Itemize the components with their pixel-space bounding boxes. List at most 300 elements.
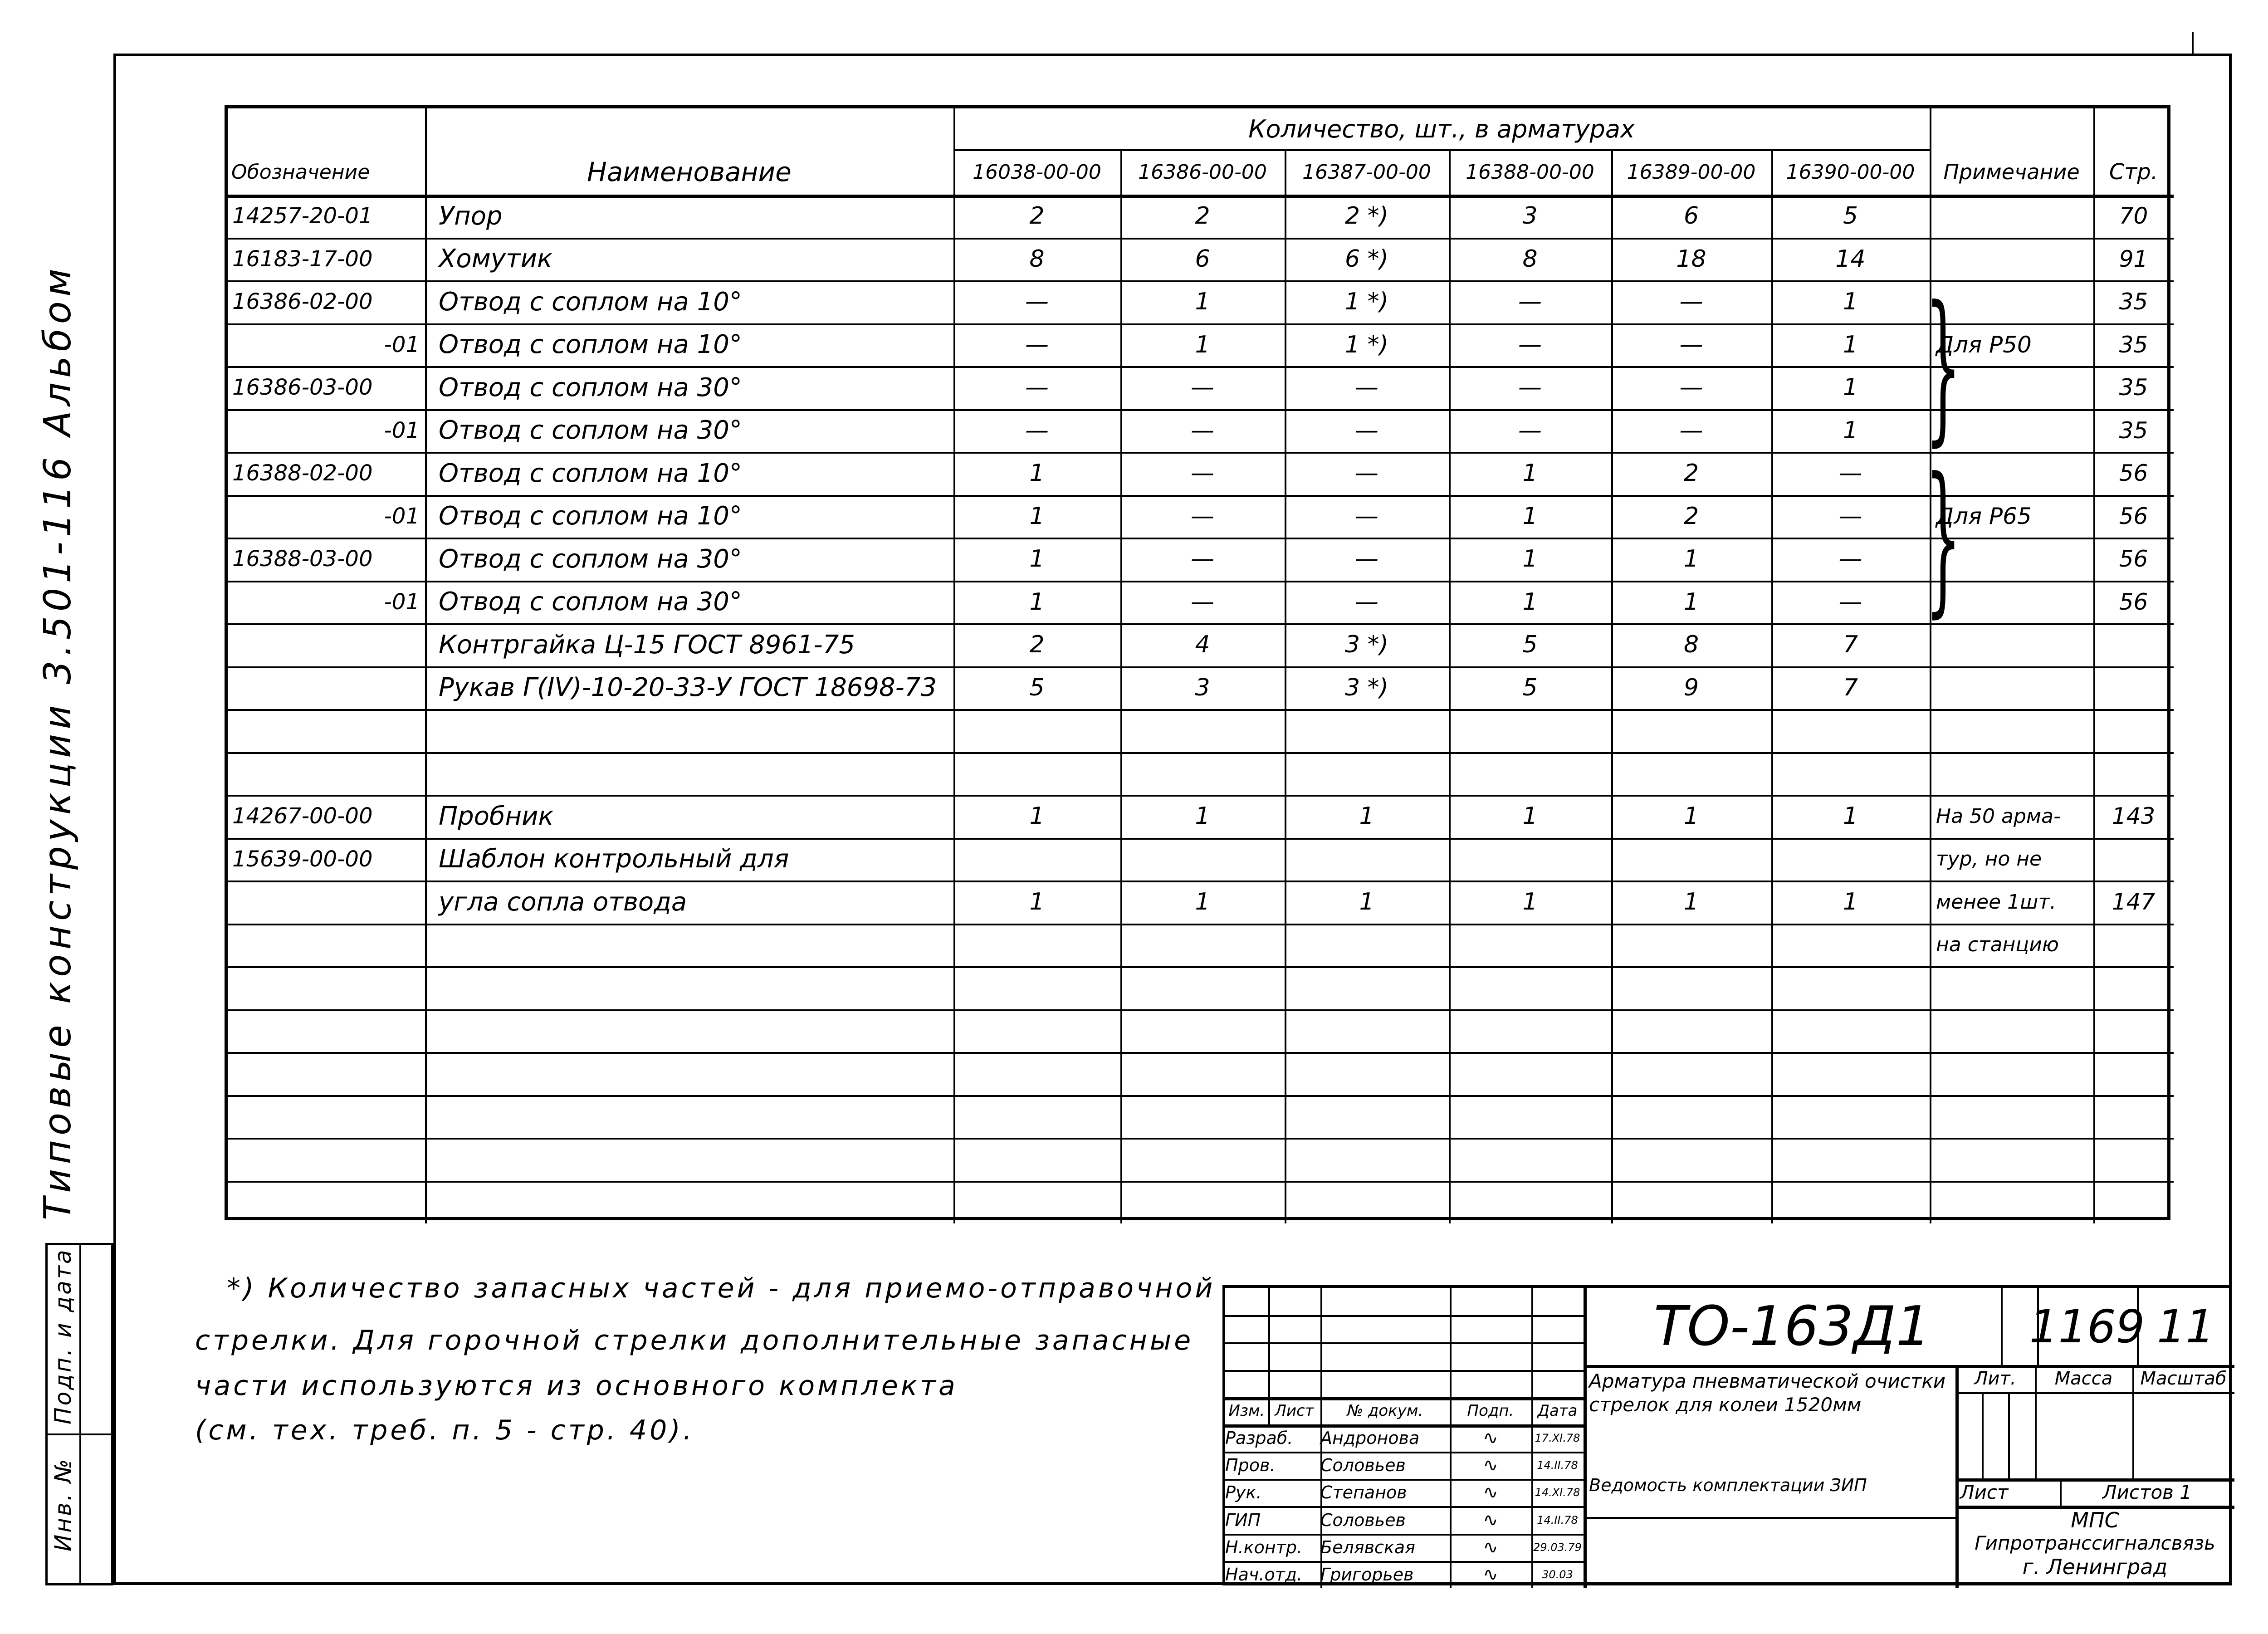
staff-date: 14.XI.78 [1535, 1486, 1580, 1499]
cell-quantity: 2 [1195, 202, 1210, 230]
cell-quantity: 1 [1683, 545, 1699, 573]
staff-name: Соловьев [1320, 1510, 1406, 1530]
cell-page [2093, 966, 2174, 1009]
cell-quantity [1285, 1052, 1449, 1095]
cell-designation: 16388-02-00 [232, 460, 373, 486]
cell-quantity: 18 [1676, 245, 1706, 273]
cell-designation [232, 881, 420, 924]
cell-page: 70 [2119, 203, 2148, 230]
title-block-grid-line [2035, 1365, 2037, 1478]
cell-quantity [1449, 1181, 1611, 1224]
cell-quantity: — [1518, 374, 1542, 401]
cell-quantity [1449, 709, 1611, 752]
cell-quantity: 1 [1522, 502, 1538, 530]
cell-note [1936, 709, 2091, 752]
column-header-armature: 16389-00-00 [1627, 160, 1756, 184]
cell-designation: 16183-17-00 [232, 246, 373, 272]
cell-quantity [1120, 1181, 1285, 1224]
org-name: Гипротранссигналсвязь [1975, 1531, 2215, 1554]
cell-quantity [1285, 838, 1449, 881]
cell-quantity [953, 924, 1120, 967]
cell-quantity: 1 [1195, 288, 1210, 316]
title-block-head-sign: Подп. [1467, 1401, 1514, 1420]
staff-signature: ∿ [1483, 1509, 1498, 1531]
title-block-code-divider [2001, 1288, 2003, 1365]
album-title: Типовые конструкции 3.501-116 Альбом [36, 264, 79, 1220]
cell-note: На 50 арма- [1936, 804, 2061, 828]
cell-quantity: 1 [1029, 588, 1045, 616]
cell-page: 91 [2119, 245, 2148, 272]
left-stamp-hdivider [45, 1433, 113, 1435]
cell-quantity [1285, 924, 1449, 967]
cell-quantity: 1 [1029, 802, 1045, 830]
cell-quantity: — [1355, 545, 1378, 573]
cell-note [1936, 752, 2091, 795]
staff-name: Соловьев [1320, 1455, 1406, 1476]
cell-quantity: 1 [1359, 802, 1374, 830]
cell-quantity [1285, 1138, 1449, 1181]
cell-quantity [1285, 709, 1449, 752]
cell-page [2093, 752, 2174, 795]
staff-signature: ∿ [1483, 1564, 1498, 1585]
cell-quantity [1771, 1095, 1930, 1138]
cell-name: Отвод с соплом на 30° [439, 372, 742, 402]
cell-name [439, 966, 949, 1009]
cell-quantity: 1 [1683, 588, 1699, 616]
cell-quantity: — [1679, 374, 1703, 401]
cell-page: 35 [2119, 374, 2148, 401]
cell-quantity: 6 [1195, 245, 1210, 273]
cell-designation: 14257-20-01 [232, 203, 373, 229]
cell-quantity [1449, 838, 1611, 881]
cell-designation: 14267-00-00 [232, 803, 373, 829]
cell-quantity [1120, 709, 1285, 752]
brace-p50: } [1925, 271, 1961, 461]
cell-designation [232, 666, 420, 709]
cell-page: 147 [2112, 889, 2156, 915]
cell-quantity: — [1191, 588, 1214, 616]
cell-quantity: — [1191, 502, 1214, 530]
cell-quantity [953, 1181, 1120, 1224]
cell-quantity: 5 [1522, 674, 1538, 701]
cell-quantity: 2 [1683, 460, 1699, 487]
title-block-head-date: Дата [1537, 1401, 1578, 1420]
cell-designation: 16386-03-00 [232, 375, 373, 401]
cell-name [439, 1052, 949, 1095]
cell-quantity: 1 [1029, 545, 1045, 573]
staff-date: 14.II.78 [1537, 1513, 1578, 1526]
cell-quantity: 1 [1843, 416, 1858, 444]
cell-quantity: 2 [1029, 631, 1045, 659]
staff-signature: ∿ [1483, 1536, 1498, 1558]
cell-designation [232, 752, 420, 795]
staff-role: Н.контр. [1225, 1537, 1303, 1557]
cell-quantity: 1 [1359, 888, 1374, 916]
cell-quantity: — [1355, 460, 1378, 487]
cell-quantity: 3 *) [1345, 631, 1388, 659]
cell-designation: 15639-00-00 [232, 846, 373, 872]
cell-quantity: 1 [1843, 802, 1858, 830]
cell-name [439, 924, 949, 967]
cell-quantity: 5 [1029, 674, 1045, 701]
cell-quantity [1611, 709, 1771, 752]
staff-role: Разраб. [1225, 1428, 1293, 1448]
cell-note: на станцию [1936, 933, 2059, 957]
document-subtitle: Ведомость комплектации ЗИП [1589, 1475, 1867, 1495]
sheets-label: Листов 1 [2102, 1481, 2192, 1503]
cell-quantity: 1 [1029, 502, 1045, 530]
cell-page: 35 [2119, 331, 2148, 358]
cell-page [2093, 1095, 2174, 1138]
cell-page [2093, 623, 2174, 666]
column-header-armature: 16390-00-00 [1786, 160, 1915, 184]
cell-note: Для Р50 [1936, 331, 2032, 358]
cell-name [439, 1009, 949, 1052]
column-header-designation: Обозначение [231, 160, 370, 184]
cell-quantity: 1 *) [1345, 331, 1388, 358]
cell-note: менее 1шт. [1936, 890, 2057, 914]
cell-quantity [1611, 966, 1771, 1009]
cell-quantity [1771, 924, 1930, 967]
cell-quantity: 1 [1843, 331, 1858, 358]
title-block-grid-line [1982, 1392, 1984, 1478]
cell-quantity: 1 [1683, 888, 1699, 916]
cell-quantity: 3 *) [1345, 674, 1388, 701]
cell-quantity [1120, 838, 1285, 881]
staff-date: 14.II.78 [1537, 1459, 1578, 1472]
sheet-label: Лист [1960, 1481, 2009, 1503]
cell-quantity [1449, 1138, 1611, 1181]
cell-name: угла сопла отвода [439, 887, 687, 917]
cell-quantity [1285, 1009, 1449, 1052]
staff-role: Нач.отд. [1225, 1564, 1303, 1585]
cell-quantity [1771, 966, 1930, 1009]
cell-note [1936, 195, 2091, 238]
cell-designation: -01 [384, 417, 420, 443]
cell-name: Упор [439, 201, 503, 231]
cell-name [439, 1095, 949, 1138]
cell-quantity: — [1838, 545, 1862, 573]
cell-quantity [1449, 966, 1611, 1009]
cell-designation: 16386-02-00 [232, 289, 373, 315]
cell-quantity: 1 *) [1345, 288, 1388, 316]
cell-quantity: — [1838, 502, 1862, 530]
cell-quantity: — [1838, 460, 1862, 487]
stamp-inv-label: Инв. № [50, 1457, 76, 1551]
cell-name [439, 752, 949, 795]
cell-quantity [1771, 752, 1930, 795]
cell-note [1936, 1052, 2091, 1095]
cell-name: Отвод с соплом на 30° [439, 416, 742, 445]
cell-name: Пробник [439, 801, 554, 831]
staff-name: Белявская [1320, 1537, 1415, 1557]
cell-page: 56 [2119, 460, 2148, 487]
cell-quantity: — [1025, 416, 1049, 444]
cell-quantity: 9 [1683, 674, 1699, 701]
cell-page: 35 [2119, 417, 2148, 444]
staff-name: Степанов [1320, 1482, 1407, 1503]
cell-quantity: 14 [1835, 245, 1866, 273]
cell-name [439, 1181, 949, 1224]
cell-name: Отвод с соплом на 10° [439, 458, 742, 488]
cell-quantity [1120, 752, 1285, 795]
cell-quantity: 1 [1195, 888, 1210, 916]
cell-name: Отвод с соплом на 10° [439, 501, 742, 531]
column-header-page: Стр. [2109, 159, 2158, 185]
cell-quantity [953, 966, 1120, 1009]
cell-designation [232, 1138, 420, 1181]
cell-quantity [1611, 1138, 1771, 1181]
cell-quantity: 8 [1683, 631, 1699, 659]
cell-quantity: 2 *) [1345, 202, 1388, 230]
cell-page: 143 [2112, 803, 2156, 830]
cell-page [2093, 1009, 2174, 1052]
cell-quantity: 1 [1522, 888, 1538, 916]
staff-signature: ∿ [1483, 1427, 1498, 1448]
cell-quantity: — [1191, 460, 1214, 487]
group-header: Количество, шт., в арматурах [1248, 114, 1635, 143]
cell-name [439, 1138, 949, 1181]
cell-designation [232, 966, 420, 1009]
cell-quantity: 1 [1843, 888, 1858, 916]
cell-designation [232, 623, 420, 666]
cell-designation [232, 924, 420, 967]
cell-quantity: 3 [1522, 202, 1538, 230]
cell-quantity: 6 [1683, 202, 1699, 230]
sheet-number-1: 1169 [2029, 1300, 2145, 1353]
cell-quantity [953, 752, 1120, 795]
cell-quantity: 7 [1843, 631, 1858, 659]
lit-label: Лит. [1974, 1368, 2016, 1389]
mass-label: Масса [2054, 1368, 2113, 1389]
cell-quantity: — [1679, 416, 1703, 444]
title-block-grid-line [2132, 1365, 2134, 1478]
cell-quantity: 5 [1522, 631, 1538, 659]
cell-quantity: 8 [1522, 245, 1538, 273]
title-block-grid-line [1955, 1392, 2234, 1394]
title-block [1222, 1285, 2232, 1585]
cell-designation: -01 [384, 503, 420, 529]
cell-quantity [1120, 1095, 1285, 1138]
cell-quantity: 1 [1029, 888, 1045, 916]
cell-designation: -01 [384, 589, 420, 615]
cell-quantity: 1 [1522, 588, 1538, 616]
cell-quantity [1771, 1181, 1930, 1224]
cell-quantity: — [1838, 588, 1862, 616]
cell-quantity [1771, 1138, 1930, 1181]
column-header-name: Наименование [587, 157, 792, 187]
cell-quantity [1771, 1009, 1930, 1052]
cell-quantity: — [1025, 331, 1049, 358]
cell-name: Отвод с соплом на 10° [439, 287, 742, 317]
cell-quantity [1449, 1052, 1611, 1095]
cell-quantity [1285, 1181, 1449, 1224]
cell-quantity: 5 [1843, 202, 1858, 230]
cell-quantity [1771, 838, 1930, 881]
cell-quantity: 1 [1522, 460, 1538, 487]
cell-page [2093, 1181, 2174, 1224]
cell-quantity [1611, 1009, 1771, 1052]
cell-quantity [1120, 1052, 1285, 1095]
cell-designation [232, 709, 420, 752]
cell-designation [232, 1095, 420, 1138]
cell-quantity [1611, 1095, 1771, 1138]
cell-quantity: — [1025, 374, 1049, 401]
cell-quantity: — [1191, 374, 1214, 401]
cell-note: Для Р65 [1936, 503, 2032, 529]
cell-quantity [1611, 1181, 1771, 1224]
cell-quantity: 6 *) [1345, 245, 1388, 273]
org-city: г. Ленинград [2022, 1555, 2168, 1579]
footnote-line-1: *) Количество запасных частей - для приемо-отправочной [227, 1272, 1216, 1304]
staff-date: 30.03 [1542, 1568, 1573, 1581]
cell-name: Отвод с соплом на 30° [439, 544, 742, 574]
cell-quantity [1611, 838, 1771, 881]
column-header-armature: 16038-00-00 [973, 160, 1101, 184]
title-block-head-doc: № докум. [1347, 1401, 1423, 1420]
cell-page: 56 [2119, 546, 2148, 572]
cell-quantity: — [1355, 374, 1378, 401]
title-block-title-bottom [1584, 1517, 1955, 1519]
cell-quantity: 2 [1683, 502, 1699, 530]
cell-quantity: 1 [1029, 460, 1045, 487]
cell-quantity: — [1518, 331, 1542, 358]
staff-name: Григорьев [1320, 1564, 1414, 1585]
cell-quantity [953, 1052, 1120, 1095]
staff-signature: ∿ [1483, 1482, 1498, 1503]
cell-note [1936, 1009, 2091, 1052]
staff-signature: ∿ [1483, 1455, 1498, 1476]
cell-quantity: 4 [1195, 631, 1210, 659]
cell-quantity: 1 [1195, 802, 1210, 830]
org-ministry: МПС [2071, 1508, 2119, 1532]
cell-quantity: 1 [1522, 802, 1538, 830]
cell-page: 56 [2119, 503, 2148, 529]
cell-quantity: 8 [1029, 245, 1045, 273]
cell-quantity [1611, 752, 1771, 795]
cell-quantity [1771, 1052, 1930, 1095]
cell-name: Рукав Г(IV)-10-20-33-У ГОСТ 18698-73 [439, 673, 937, 703]
cell-quantity: 3 [1195, 674, 1210, 701]
column-header-note: Примечание [1943, 160, 2080, 184]
cell-quantity: — [1191, 545, 1214, 573]
cell-name [439, 709, 949, 752]
cell-quantity [1611, 1052, 1771, 1095]
cell-quantity: 1 [1195, 331, 1210, 358]
cell-quantity [1771, 709, 1930, 752]
stamp-date-label: Подп. и дата [50, 1248, 76, 1424]
footnote-line-4: (см. тех. треб. п. 5 - стр. 40). [195, 1414, 694, 1446]
cell-quantity [1449, 1095, 1611, 1138]
column-header-armature: 16386-00-00 [1138, 160, 1267, 184]
cell-quantity: — [1355, 588, 1378, 616]
cell-quantity [1120, 1009, 1285, 1052]
cell-name: Контргайка Ц-15 ГОСТ 8961-75 [439, 630, 855, 660]
cell-page: 56 [2119, 588, 2148, 615]
cell-quantity: 1 [1683, 802, 1699, 830]
cell-quantity [953, 1009, 1120, 1052]
staff-role: Пров. [1225, 1455, 1276, 1476]
corner-tick [2192, 32, 2194, 54]
cell-designation [232, 1009, 420, 1052]
parts-table [225, 105, 2170, 1220]
title-block-row-divider [1225, 1342, 1584, 1344]
left-stamp-divider [79, 1243, 81, 1585]
cell-quantity [953, 1095, 1120, 1138]
cell-quantity: — [1355, 502, 1378, 530]
cell-note [1936, 1181, 2091, 1224]
cell-page [2093, 709, 2174, 752]
title-block-head-izm: Изм. [1228, 1401, 1265, 1420]
title-block-row-divider [1225, 1370, 1584, 1372]
cell-quantity [953, 838, 1120, 881]
cell-designation [232, 1052, 420, 1095]
document-code: ТО-163Д1 [1653, 1295, 1931, 1358]
cell-quantity [1120, 1138, 1285, 1181]
title-block-head-list: Лист [1275, 1401, 1314, 1420]
staff-date: 17.XI.78 [1535, 1431, 1580, 1444]
cell-name: Хомутик [439, 244, 552, 274]
cell-quantity [1285, 1095, 1449, 1138]
cell-quantity [1449, 924, 1611, 967]
cell-quantity [1285, 752, 1449, 795]
cell-quantity: — [1355, 416, 1378, 444]
cell-name: Отвод с соплом на 10° [439, 330, 742, 360]
cell-quantity: 1 [1843, 374, 1858, 401]
title-block-grid-line [2008, 1392, 2010, 1478]
cell-name: Отвод с соплом на 30° [439, 587, 742, 617]
staff-role: ГИП [1225, 1510, 1261, 1530]
cell-page [2093, 666, 2174, 709]
cell-note [1936, 666, 2091, 709]
column-header-armature: 16388-00-00 [1466, 160, 1594, 184]
cell-quantity: 2 [1029, 202, 1045, 230]
cell-page [2093, 1138, 2174, 1181]
brace-p65: } [1925, 443, 1961, 632]
cell-designation: 16388-03-00 [232, 546, 373, 572]
cell-designation: -01 [384, 332, 420, 357]
cell-quantity [1285, 966, 1449, 1009]
document-title: Арматура пневматической очистки стрелок для колеи 1520мм [1589, 1370, 1946, 1416]
cell-page: 35 [2119, 289, 2148, 315]
cell-quantity: 1 [1843, 288, 1858, 316]
cell-quantity: 1 [1522, 545, 1538, 573]
cell-note [1936, 1095, 2091, 1138]
cell-note [1936, 1138, 2091, 1181]
cell-quantity: 7 [1843, 674, 1858, 701]
column-header-armature: 16387-00-00 [1302, 160, 1431, 184]
cell-name: Шаблон контрольный для [439, 844, 789, 874]
cell-quantity: — [1679, 288, 1703, 316]
cell-designation [232, 1181, 420, 1224]
cell-page [2093, 838, 2174, 881]
title-block-row-divider [1225, 1315, 1584, 1317]
scale-label: Масштаб [2140, 1368, 2227, 1389]
cell-quantity: — [1518, 416, 1542, 444]
cell-quantity [1449, 1009, 1611, 1052]
cell-quantity [1449, 752, 1611, 795]
cell-quantity: — [1679, 331, 1703, 358]
staff-name: Андронова [1320, 1428, 1420, 1448]
cell-quantity: — [1025, 288, 1049, 316]
cell-quantity [1611, 924, 1771, 967]
footnote-line-2: стрелки. Для горочной стрелки дополнительные запасные [195, 1325, 1194, 1356]
cell-note [1936, 966, 2091, 1009]
cell-quantity: — [1191, 416, 1214, 444]
staff-role: Рук. [1225, 1482, 1262, 1503]
cell-page [2093, 924, 2174, 967]
sheet-number-2: 11 [2156, 1300, 2215, 1353]
